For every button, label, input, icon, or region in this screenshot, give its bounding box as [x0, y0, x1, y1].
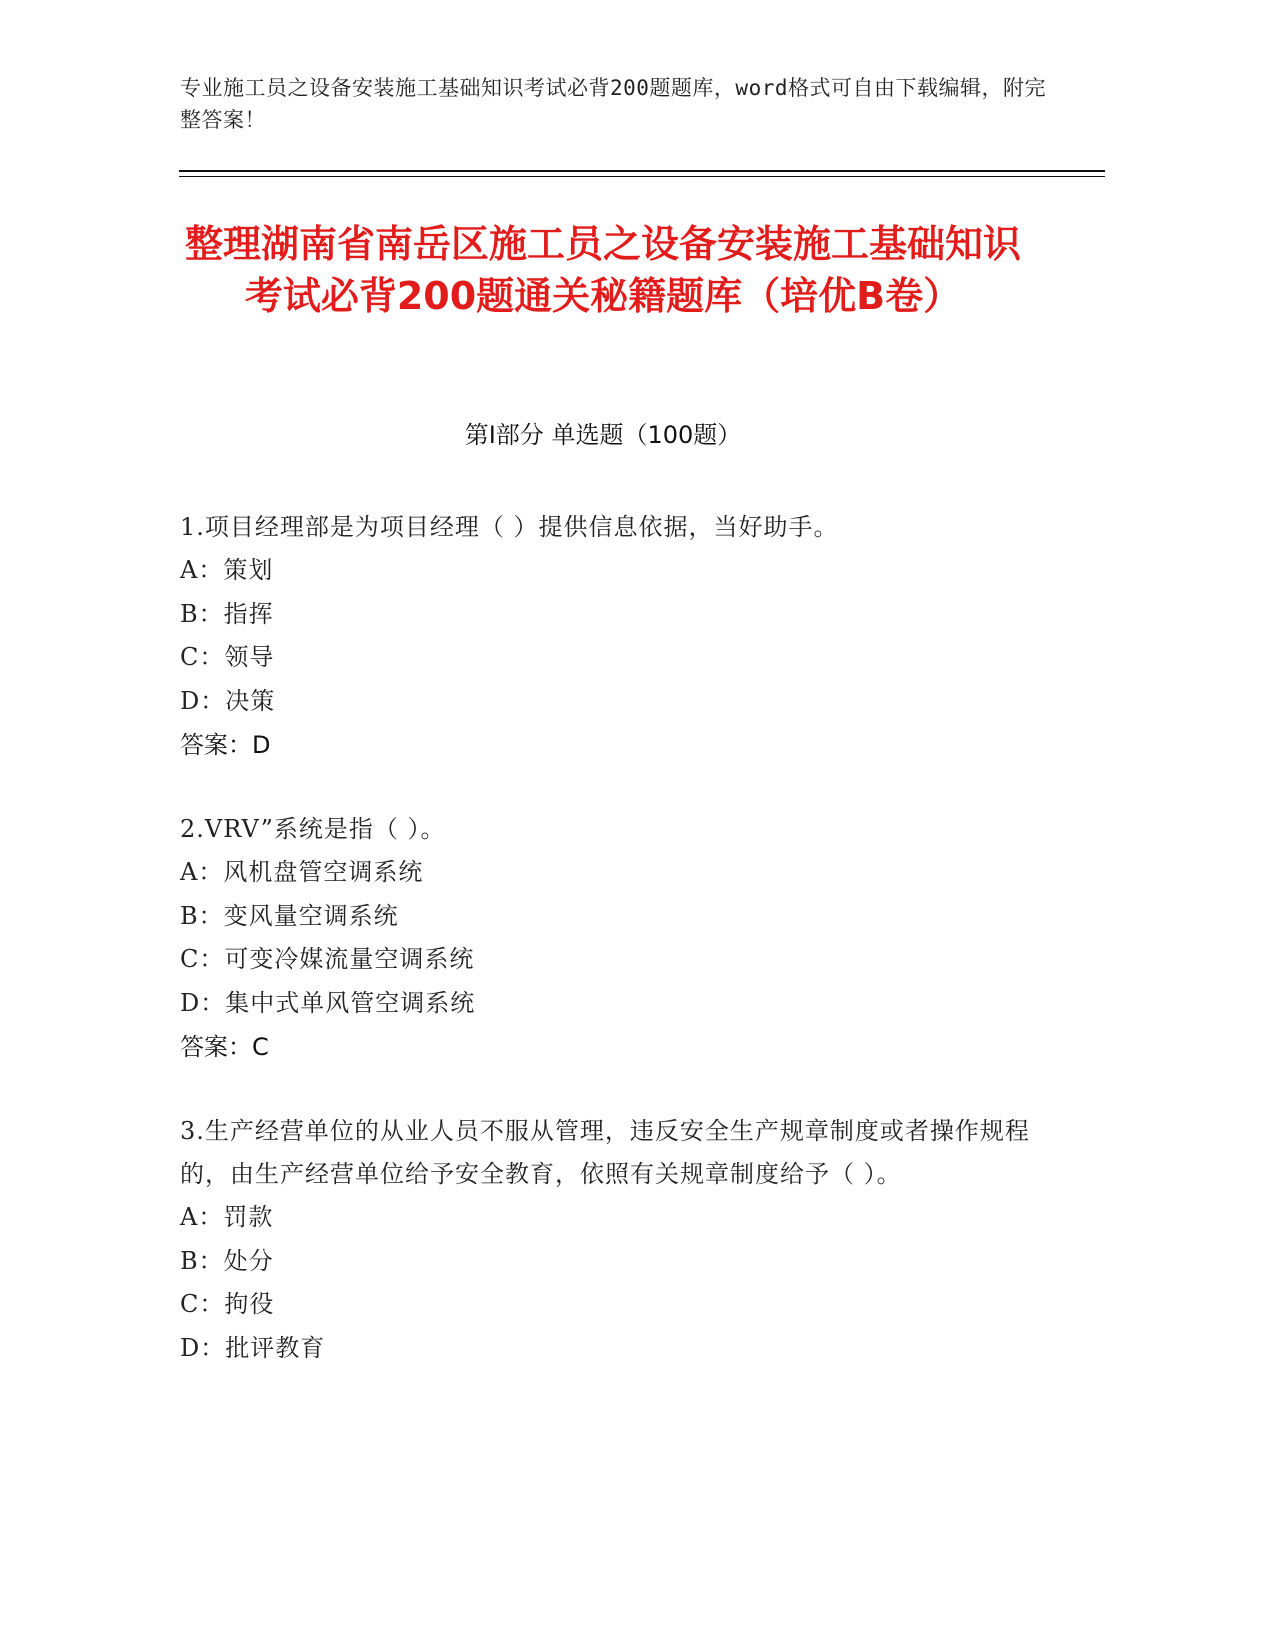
question-2: [180, 808, 1030, 1069]
option-d: D：决策: [180, 686, 276, 715]
option-c: C：拘役: [180, 1290, 275, 1318]
header-rule-thin: [179, 176, 1105, 177]
option-d: D：批评教育: [180, 1333, 326, 1362]
option-a: A：策划: [180, 556, 274, 584]
question-stem: 3.生产经营单位的从业人员不服从管理，违反安全生产规章制度或者操作规程的，由生产经营单位给予安全教育，依照有关规章制度给予（ ）。: [180, 1117, 1030, 1188]
option-c: C：领导: [180, 643, 275, 671]
question-3: [180, 1110, 1030, 1370]
question-stem: 2.VRV”系统是指（ ）。: [180, 815, 446, 843]
question-stem: 1.项目经理部是为项目经理（ ）提供信息依据，当好助手。: [180, 513, 839, 541]
section-heading: 第I部分 单选题（100题）: [464, 421, 742, 449]
question-list: [180, 506, 1030, 1411]
option-a: A：罚款: [180, 1203, 274, 1231]
question-1: [180, 506, 1030, 767]
option-a: A：风机盘管空调系统: [180, 858, 424, 886]
option-b: B：指挥: [180, 599, 274, 628]
answer-line: 答案：C: [180, 1033, 269, 1061]
answer-line: 答案：D: [180, 731, 271, 759]
header-note: 专业施工员之设备安装施工基础知识考试必背200题题库，word格式可自由下载编辑，附完整答案！: [180, 76, 1046, 132]
option-c: C：可变冷媒流量空调系统: [180, 945, 475, 973]
document-title: 整理湖南省南岳区施工员之设备安装施工基础知识考试必背200题通关秘籍题库（培优B卷）: [184, 222, 1021, 318]
option-b: B：处分: [180, 1246, 274, 1275]
header-rule-thick: [179, 170, 1105, 172]
option-b: B：变风量空调系统: [180, 901, 399, 930]
option-d: D：集中式单风管空调系统: [180, 988, 476, 1017]
